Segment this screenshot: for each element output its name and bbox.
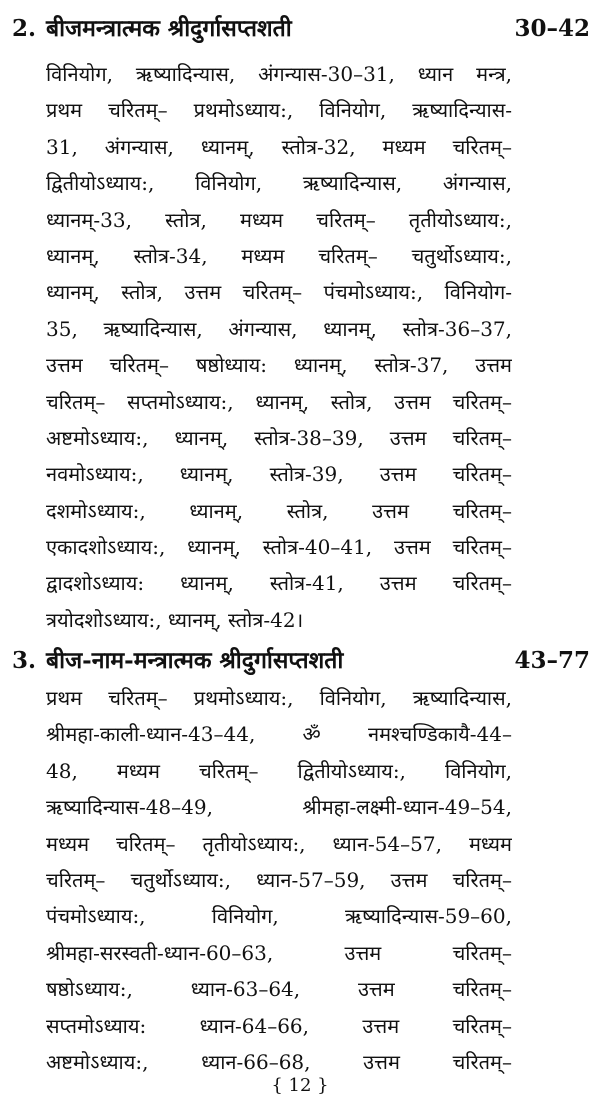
section-body-2 xyxy=(46,56,512,638)
text-line: त्रयोदशोऽध्याय:, ध्यानम्, स्तोत्र-42। xyxy=(46,607,304,632)
text-line: ध्यानम्-33, स्तोत्र, मध्यम चरितम्– तृतीयोऽध्याय:, xyxy=(46,207,512,232)
text-line: 31, अंगन्यास, ध्यानम्, स्तोत्र-32, मध्यम चरितम्– xyxy=(46,134,512,159)
text-line: विनियोग, ऋष्यादिन्यास, अंगन्यास-30–31, ध्यान मन्त्र, xyxy=(46,62,512,86)
text-line: चरितम्– सप्तमोऽध्याय:, ध्यानम्, स्तोत्र, उत्तम चरितम्– xyxy=(46,389,512,414)
text-line: अष्टमोऽध्याय:, ध्यान-66–68, उत्तम चरितम्– xyxy=(46,1049,512,1074)
text-line: नवमोऽध्याय:, ध्यानम्, स्तोत्र-39, उत्तम चरितम्– xyxy=(46,462,512,487)
text-line: पंचमोऽध्याय:, विनियोग, ऋष्यादिन्यास-59–60, xyxy=(46,904,512,929)
text-line: अष्टमोऽध्याय:, ध्यानम्, स्तोत्र-38–39, उत्तम चरितम्– xyxy=(46,425,512,450)
text-line: मध्यम चरितम्– तृतीयोऽध्याय:, ध्यान-54–57, मध्यम xyxy=(46,831,512,856)
section-number: 2. xyxy=(12,15,37,42)
text-line: श्रीमहा-सरस्वती-ध्यान-60–63, उत्तम चरितम्– xyxy=(46,940,512,965)
text-line: उत्तम चरितम्– षष्ठोध्याय: ध्यानम्, स्तोत्र-37, उत्तम xyxy=(46,353,512,378)
section-title: बीज-नाम-मन्त्रात्मक श्रीदुर्गासप्तशती xyxy=(46,647,344,674)
section-heading-3 xyxy=(12,646,590,676)
text-line: ध्यानम्, स्तोत्र, उत्तम चरितम्– पंचमोऽध्याय:, विनियोग- xyxy=(46,280,512,305)
text-line: 35, ऋष्यादिन्यास, अंगन्यास, ध्यानम्, स्तोत्र-36–37, xyxy=(46,316,512,341)
text-line: प्रथम चरितम्– प्रथमोऽध्याय:, विनियोग, ऋष्यादिन्यास- xyxy=(46,98,512,123)
text-line: ध्यानम्, स्तोत्र-34, मध्यम चरितम्– चतुर्थोऽध्याय:, xyxy=(46,243,512,268)
text-line: ऋष्यादिन्यास-48–49, श्रीमहा-लक्ष्मी-ध्यान-49–54, xyxy=(46,795,512,820)
text-line: दशमोऽध्याय:, ध्यानम्, स्तोत्र, उत्तम चरितम्– xyxy=(46,498,512,523)
text-line: द्वितीयोऽध्याय:, विनियोग, ऋष्यादिन्यास, अंगन्यास, xyxy=(46,171,512,196)
page-number: { 12 } xyxy=(271,1075,329,1096)
section-title: बीजमन्त्रात्मक श्रीदुर्गासप्तशती xyxy=(46,15,292,42)
section-body-3 xyxy=(46,680,512,1080)
text-line: 48, मध्यम चरितम्– द्वितीयोऽध्याय:, विनियोग, xyxy=(46,758,512,783)
text-line: एकादशोऽध्याय:, ध्यानम्, स्तोत्र-40–41, उत्तम चरितम्– xyxy=(46,535,512,560)
text-line: सप्तमोऽध्याय: ध्यान-64–66, उत्तम चरितम्– xyxy=(46,1013,512,1038)
section-page-range: 30–42 xyxy=(514,15,590,42)
section-page-range: 43–77 xyxy=(514,647,590,674)
text-line: षष्ठोऽध्याय:, ध्यान-63–64, उत्तम चरितम्– xyxy=(46,977,512,1002)
text-line: चरितम्– चतुर्थोऽध्याय:, ध्यान-57–59, उत्तम चरितम्– xyxy=(46,867,512,892)
text-line: श्रीमहा-काली-ध्यान-43–44, ॐ नमश्चण्डिकायै-44– xyxy=(46,722,512,747)
text-line: द्वादशोऽध्याय: ध्यानम्, स्तोत्र-41, उत्तम चरितम्– xyxy=(46,571,512,596)
section-number: 3. xyxy=(12,647,37,674)
text-line: प्रथम चरितम्– प्रथमोऽध्याय:, विनियोग, ऋष्यादिन्यास, xyxy=(46,686,512,710)
section-heading-2 xyxy=(12,14,590,44)
